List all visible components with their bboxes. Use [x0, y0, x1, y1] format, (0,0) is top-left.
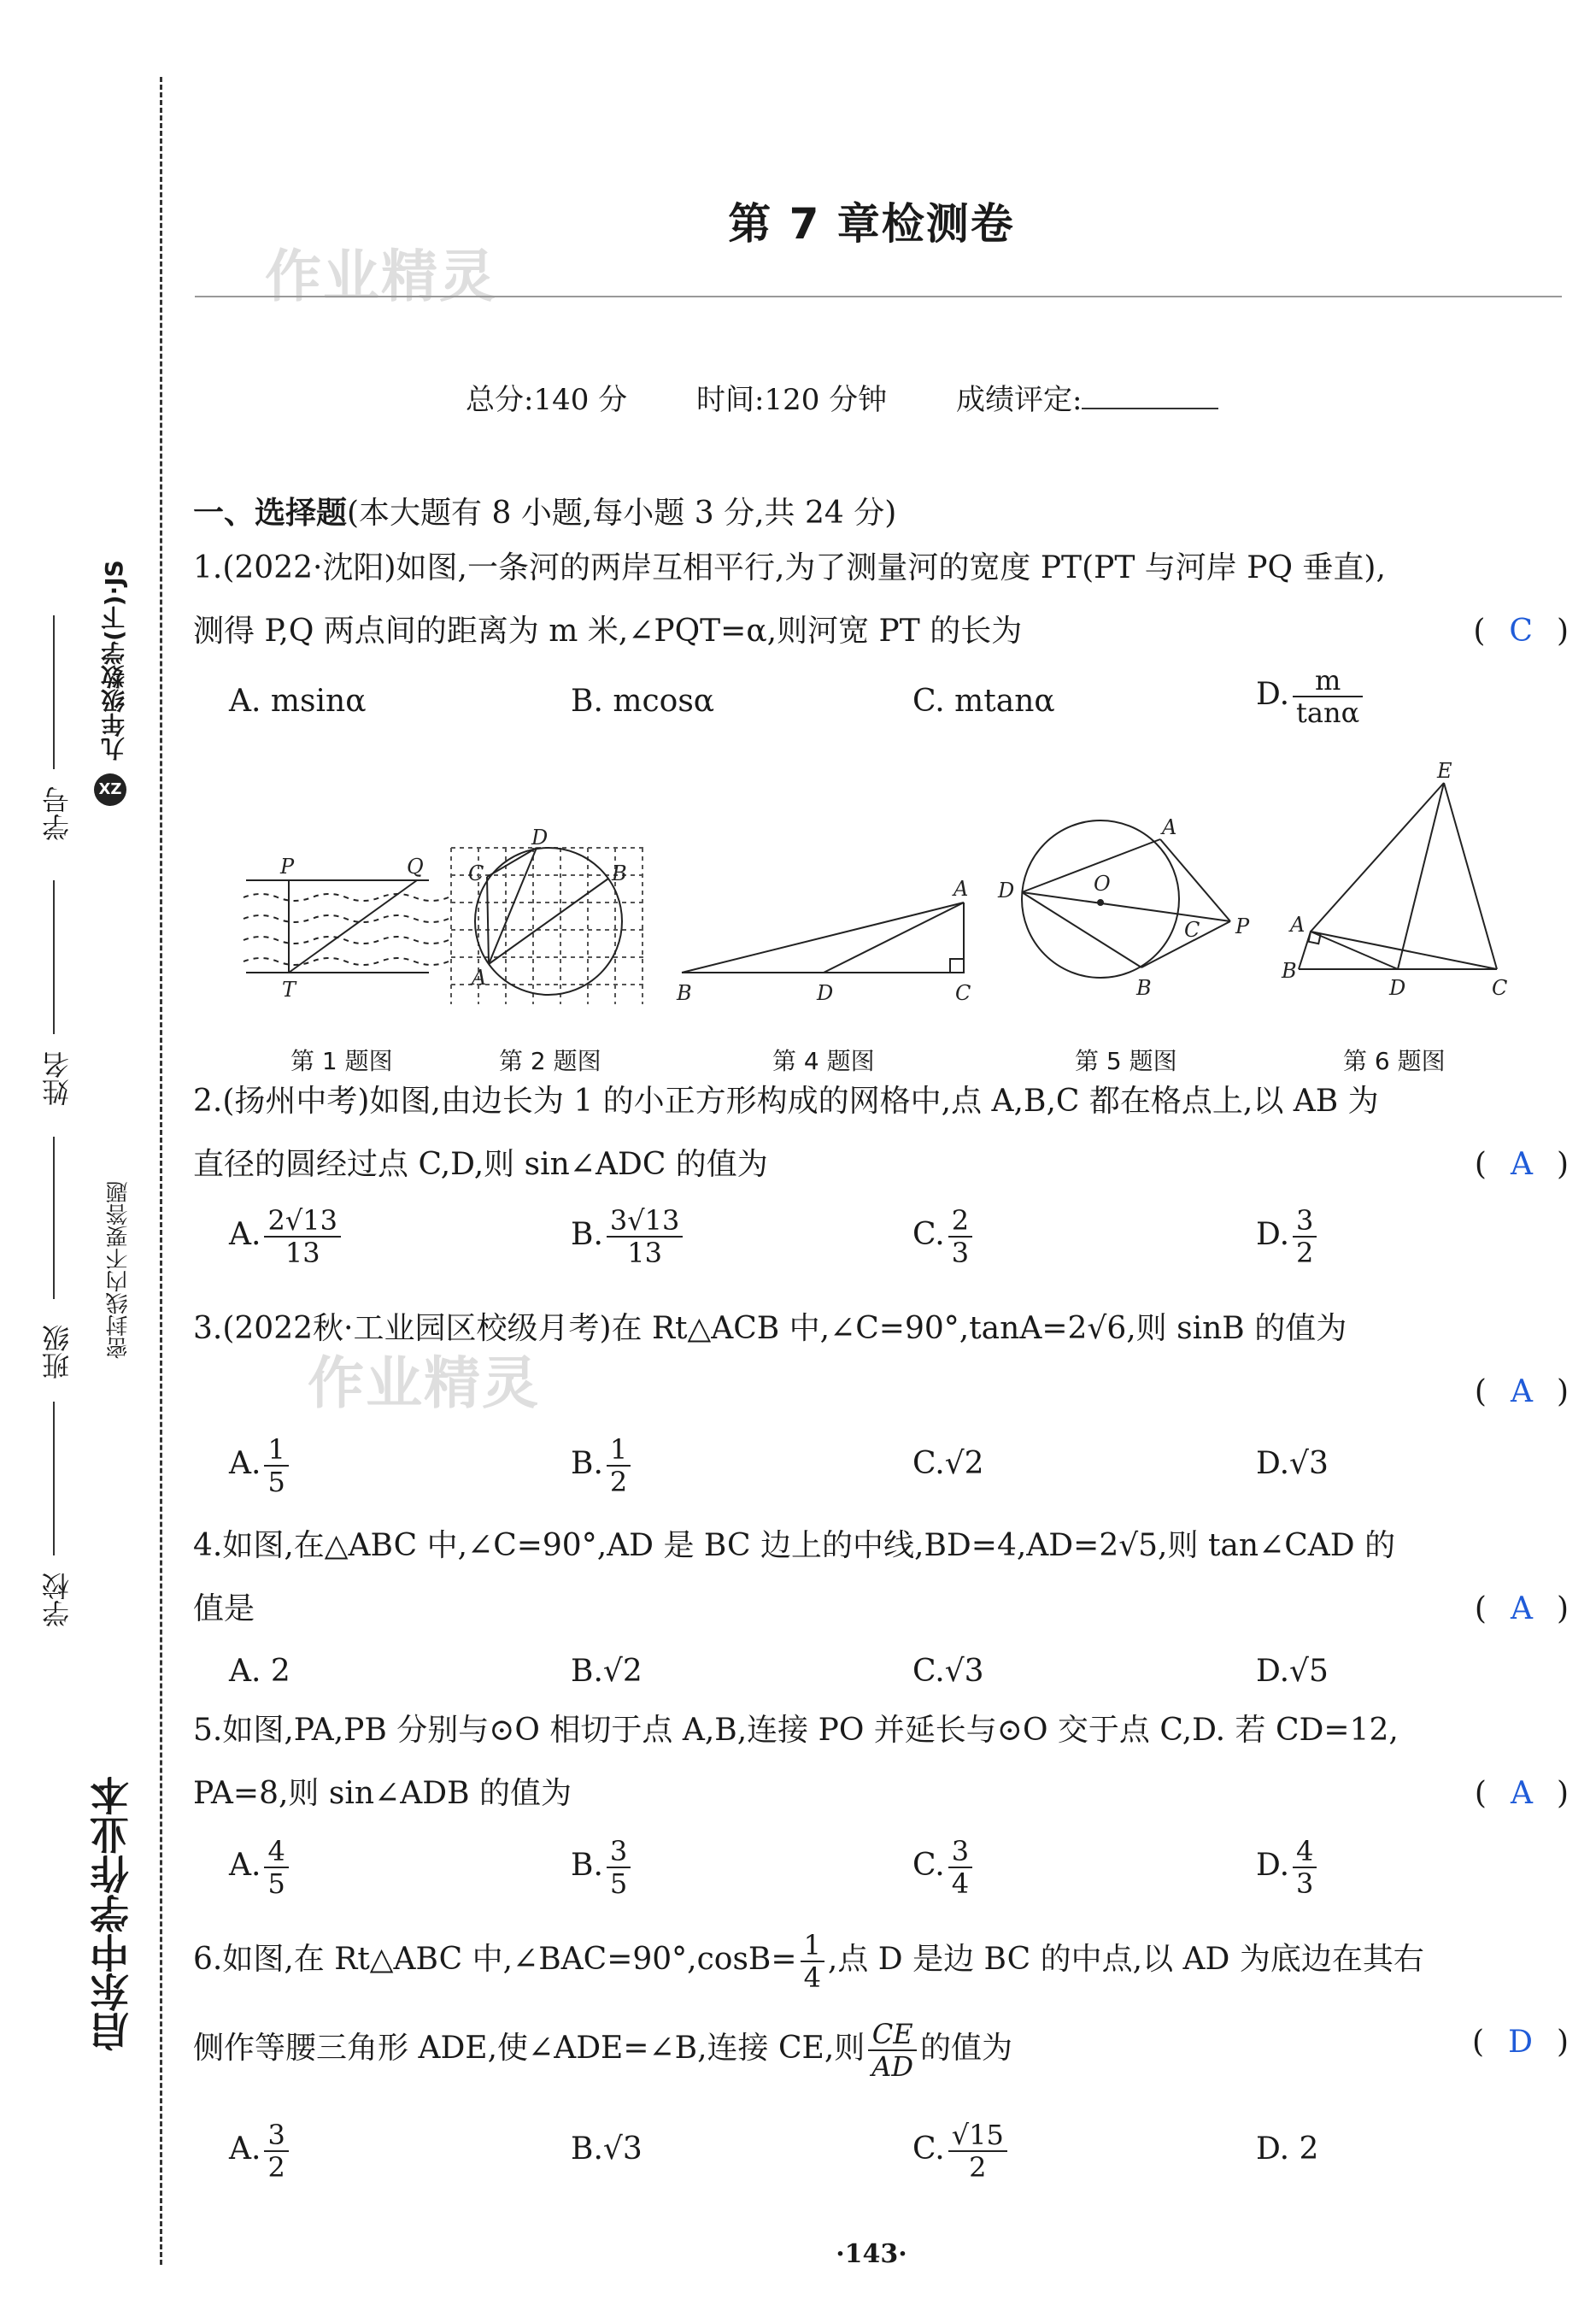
q5-d-frac	[1293, 1836, 1317, 1899]
q3-option-b	[571, 1434, 634, 1497]
q6-cosb-frac	[801, 1930, 824, 1993]
f2-label-d: D	[531, 826, 549, 850]
q5-line1: 5.如图,PA,PB 分别与⊙O 相切于点 A,B,连接 PO 并延长与⊙O 交于点 C,D. 若 CD=12,	[193, 1713, 1399, 1748]
q6-a-label: A.	[229, 2131, 261, 2167]
question-6	[193, 1930, 1569, 2082]
q1-d-den: tanα	[1296, 697, 1360, 729]
q6-answer-value: D	[1508, 2025, 1533, 2060]
q2-option-d	[1256, 1205, 1320, 1268]
f2-ac	[487, 877, 489, 964]
q1-line2	[193, 600, 1569, 663]
total-score: 总分:140 分	[466, 383, 628, 417]
q1-option-c: C. mtanα	[912, 684, 1055, 719]
f5-center	[1098, 900, 1103, 905]
q5-line2-text: PA=8,则 sin∠ADB 的值为	[193, 1776, 572, 1811]
section-note: (本大题有 8 小题,每小题 3 分,共 24 分)	[347, 496, 897, 531]
q2-answer: ( A )	[1474, 1147, 1569, 1182]
f5-label-a: A	[1162, 815, 1177, 839]
q2-c-den: 3	[951, 1237, 970, 1269]
question-2	[193, 1070, 1569, 1197]
f1-label-q: Q	[407, 855, 424, 879]
q6-option-a	[229, 2120, 292, 2183]
q2-option-b	[571, 1205, 686, 1268]
q3-a-frac	[264, 1434, 288, 1497]
q2-line1: 2.(扬州中考)如图,由边长为 1 的小正方形构成的网格中,点 A,B,C 都在格点上,以 AB 为	[193, 1084, 1379, 1119]
q6-line1-a: 6.如图,在 Rt△ABC 中,∠BAC=90°,cosB=	[193, 1942, 797, 1977]
q5-option-d	[1256, 1836, 1320, 1899]
seal-dashed-line	[160, 77, 162, 2265]
q3-a-num: 1	[264, 1434, 288, 1467]
f1-wave-4	[244, 958, 449, 965]
q5-b-den: 5	[609, 1867, 628, 1900]
q6-c-frac	[948, 2120, 1007, 2183]
q6-line1-b: ,点 D 是边 BC 的中点,以 AD 为底边在其右	[827, 1942, 1424, 1977]
f4-label-d: D	[817, 981, 834, 1005]
class-label: 班级	[41, 1325, 73, 1379]
q2-answer-value: A	[1510, 1147, 1533, 1182]
q2-c-frac	[948, 1205, 972, 1268]
class-blank	[53, 1137, 55, 1299]
q5-c-frac	[948, 1836, 972, 1899]
q4-option-d: D.√5	[1256, 1654, 1329, 1689]
q2-d-frac	[1293, 1205, 1317, 1268]
q3-option-c: C.√2	[912, 1446, 984, 1481]
figure-5	[997, 815, 1250, 1000]
f5-db	[1022, 892, 1141, 967]
school-label: 学校	[41, 1573, 73, 1627]
q2-a-label: A.	[229, 1217, 261, 1252]
q6-c-label: C.	[912, 2131, 945, 2167]
question-1	[193, 537, 1569, 663]
q5-option-b	[571, 1836, 634, 1899]
q3-answer-value: A	[1510, 1374, 1533, 1409]
q6-line1	[193, 1930, 1569, 1993]
q6-cosb-den: 4	[803, 1961, 821, 1994]
q3-line1: 3.(2022秋·工业园区校级月考)在 Rt△ACB 中,∠C=90°,tanA=2√6,则 sinB 的值为	[193, 1311, 1347, 1346]
caption-fig-5: 第 5 题图	[1075, 1047, 1177, 1075]
q2-b-num: 3√13	[607, 1205, 683, 1238]
f4-label-a: A	[953, 877, 969, 901]
q2-b-frac	[607, 1205, 683, 1268]
q5-a-frac	[264, 1836, 288, 1899]
f5-label-d: D	[998, 879, 1015, 903]
f4-ad	[824, 903, 964, 973]
figure-2	[451, 826, 648, 1004]
q2-a-frac	[264, 1205, 340, 1268]
question-5	[193, 1699, 1569, 1826]
q4-option-b: B.√2	[571, 1654, 643, 1689]
q5-line2	[193, 1762, 1569, 1826]
q1-option-d	[1256, 665, 1366, 728]
f5-da	[1022, 839, 1160, 892]
f2-label-a: A	[472, 966, 487, 990]
q5-answer-value: A	[1510, 1776, 1533, 1811]
q2-line2-text: 直径的圆经过点 C,D,则 sin∠ADC 的值为	[193, 1147, 768, 1182]
q2-c-num: 2	[948, 1205, 972, 1238]
q5-d-label: D.	[1256, 1848, 1290, 1883]
seal-warning: 密封线内不要答题	[106, 1181, 132, 1359]
title-divider	[195, 296, 1562, 297]
caption-fig-4: 第 4 题图	[772, 1047, 875, 1075]
q5-option-c	[912, 1836, 976, 1899]
q6-answer: ( D )	[1472, 2025, 1569, 2060]
q6-a-frac	[264, 2120, 288, 2183]
q1-option-b: B. mcosα	[571, 684, 715, 719]
f5-dp	[1022, 892, 1230, 921]
f4-label-c: C	[955, 981, 971, 1005]
q5-c-num: 3	[948, 1836, 972, 1868]
id-label: 学号	[41, 786, 73, 841]
q2-option-c	[912, 1205, 976, 1268]
q1-option-d-fraction	[1293, 665, 1363, 728]
q4-answer-value: A	[1510, 1591, 1533, 1626]
q2-a-den: 13	[285, 1237, 320, 1269]
q6-option-b: B.√3	[571, 2131, 643, 2167]
q6-c-num: √15	[948, 2120, 1007, 2152]
figure-1	[244, 855, 449, 1002]
exam-info	[466, 376, 1218, 418]
f5-pa	[1160, 839, 1230, 921]
f6-ae	[1311, 783, 1444, 932]
time-limit: 时间:120 分钟	[695, 383, 888, 417]
q2-d-num: 3	[1293, 1205, 1317, 1238]
q2-d-label: D.	[1256, 1217, 1290, 1252]
q2-d-den: 2	[1296, 1237, 1314, 1269]
figure-4	[676, 877, 971, 1005]
q4-line2-text: 值是	[193, 1591, 255, 1626]
q4-line1: 4.如图,在△ABC 中,∠C=90°,AD 是 BC 边上的中线,BD=4,AD=2√5,则 tan∠CAD 的	[193, 1528, 1396, 1563]
q5-b-label: B.	[571, 1848, 603, 1883]
caption-fig-6: 第 6 题图	[1343, 1047, 1446, 1075]
f1-label-t: T	[282, 978, 296, 1002]
q6-a-den: 2	[267, 2151, 285, 2184]
f6-ad	[1311, 932, 1398, 969]
question-4	[193, 1514, 1569, 1641]
f1-wave-3	[244, 937, 449, 944]
f2-label-b: B	[612, 861, 627, 885]
f5-label-c: C	[1184, 918, 1200, 942]
q6-ratio-num: CE	[868, 2019, 917, 2051]
q3-b-num: 1	[607, 1434, 631, 1467]
caption-fig-2: 第 2 题图	[499, 1047, 601, 1075]
q6-line2-a: 侧作等腰三角形 ADE,使∠ADE=∠B,连接 CE,则	[193, 2031, 865, 2066]
f5-label-o: O	[1094, 872, 1111, 896]
q3-a-den: 5	[267, 1466, 285, 1498]
q3-b-label: B.	[571, 1446, 603, 1481]
id-blank	[53, 615, 55, 769]
f2-label-c: C	[468, 861, 484, 885]
q5-a-num: 4	[264, 1836, 288, 1868]
q6-line2	[193, 2019, 1569, 2082]
q2-c-label: C.	[912, 1217, 945, 1252]
q3-b-den: 2	[609, 1466, 628, 1498]
book-title: 启东中学作业本	[89, 1776, 135, 2051]
question-3	[193, 1297, 1569, 1424]
q6-ratio-den: AD	[871, 2050, 914, 2083]
q4-option-c: C.√3	[912, 1654, 984, 1689]
q5-a-label: A.	[229, 1848, 261, 1883]
f5-label-b: B	[1136, 976, 1152, 1000]
q6-option-d: D. 2	[1256, 2131, 1319, 2167]
q3-option-d: D.√3	[1256, 1446, 1329, 1481]
f1-wave-2	[244, 915, 449, 922]
f4-right-angle	[950, 959, 964, 973]
f6-de	[1398, 783, 1444, 969]
q3-answer: ( A )	[1474, 1374, 1569, 1409]
q2-a-num: 2√13	[264, 1205, 340, 1238]
grade-blank[interactable]	[1082, 408, 1218, 409]
q6-ratio-frac	[868, 2019, 917, 2082]
q5-b-frac	[607, 1836, 631, 1899]
page-title: 第 7 章检测卷	[728, 199, 1015, 249]
caption-fig-1: 第 1 题图	[290, 1047, 393, 1075]
series-label: 九年级数学(下)·JS	[100, 560, 128, 761]
q1-answer-value: C	[1509, 614, 1533, 649]
figure-6	[1281, 759, 1507, 1000]
q3-line2	[193, 1361, 1569, 1424]
f5-label-p: P	[1235, 914, 1250, 938]
q6-a-num: 3	[264, 2120, 288, 2152]
q2-b-label: B.	[571, 1217, 603, 1252]
f6-label-e: E	[1437, 759, 1452, 783]
f4-ab	[682, 903, 964, 973]
watermark-top: 作业精灵	[265, 244, 497, 309]
q3-b-frac	[607, 1434, 631, 1497]
q2-line2	[193, 1133, 1569, 1197]
q5-d-den: 3	[1296, 1867, 1314, 1900]
figures	[231, 752, 1572, 1034]
name-label: 姓名	[41, 1051, 73, 1106]
f6-label-b: B	[1282, 959, 1297, 983]
q1-d-num: m	[1293, 665, 1363, 697]
f1-label-p: P	[280, 855, 295, 879]
q4-answer: ( A )	[1474, 1591, 1569, 1626]
q5-b-num: 3	[607, 1836, 631, 1868]
q5-option-a	[229, 1836, 292, 1899]
school-blank	[53, 1402, 55, 1555]
q2-b-den: 13	[627, 1237, 662, 1269]
name-blank	[53, 880, 55, 1034]
q5-answer: ( A )	[1474, 1776, 1569, 1811]
series-badge	[94, 773, 126, 806]
section-label: 一、选择题	[193, 496, 348, 531]
f6-ac	[1311, 932, 1497, 969]
q6-line2-b: 的值为	[920, 2031, 1013, 2066]
q2-option-a	[229, 1205, 344, 1268]
q5-c-label: C.	[912, 1848, 945, 1883]
f4-label-b: B	[677, 981, 692, 1005]
f2-dc	[487, 848, 537, 877]
q6-cosb-num: 1	[801, 1930, 824, 1962]
f6-label-d: D	[1389, 976, 1406, 1000]
badge-text: XZ	[98, 780, 122, 798]
f6-label-c: C	[1492, 976, 1508, 1000]
f6-label-a: A	[1290, 913, 1306, 937]
q5-d-num: 4	[1293, 1836, 1317, 1868]
watermark-middle: 作业精灵	[308, 1350, 540, 1416]
q4-option-a: A. 2	[229, 1654, 290, 1689]
q1-option-d-label: D.	[1256, 677, 1290, 712]
q5-a-den: 5	[267, 1867, 285, 1900]
q1-line1: 1.(2022·沈阳)如图,一条河的两岸互相平行,为了测量河的宽度 PT(PT 与河岸 PQ 垂直),	[193, 550, 1386, 585]
q1-answer: ( C )	[1473, 614, 1569, 649]
q3-a-label: A.	[229, 1446, 261, 1481]
q5-c-den: 4	[951, 1867, 970, 1900]
grade-label: 成绩评定:	[955, 383, 1083, 417]
f1-wave-1	[244, 894, 449, 901]
q4-line2	[193, 1578, 1569, 1641]
q6-option-c	[912, 2120, 1011, 2183]
q1-line2-text: 测得 P,Q 两点间的距离为 m 米,∠PQT=α,则河宽 PT 的长为	[193, 614, 1023, 649]
f6-ce	[1444, 783, 1497, 969]
q6-c-den: 2	[969, 2151, 987, 2184]
q1-option-a: A. msinα	[229, 684, 367, 719]
q3-option-a	[229, 1434, 292, 1497]
section-heading	[193, 489, 896, 532]
page-number: ·143·	[836, 2239, 907, 2269]
